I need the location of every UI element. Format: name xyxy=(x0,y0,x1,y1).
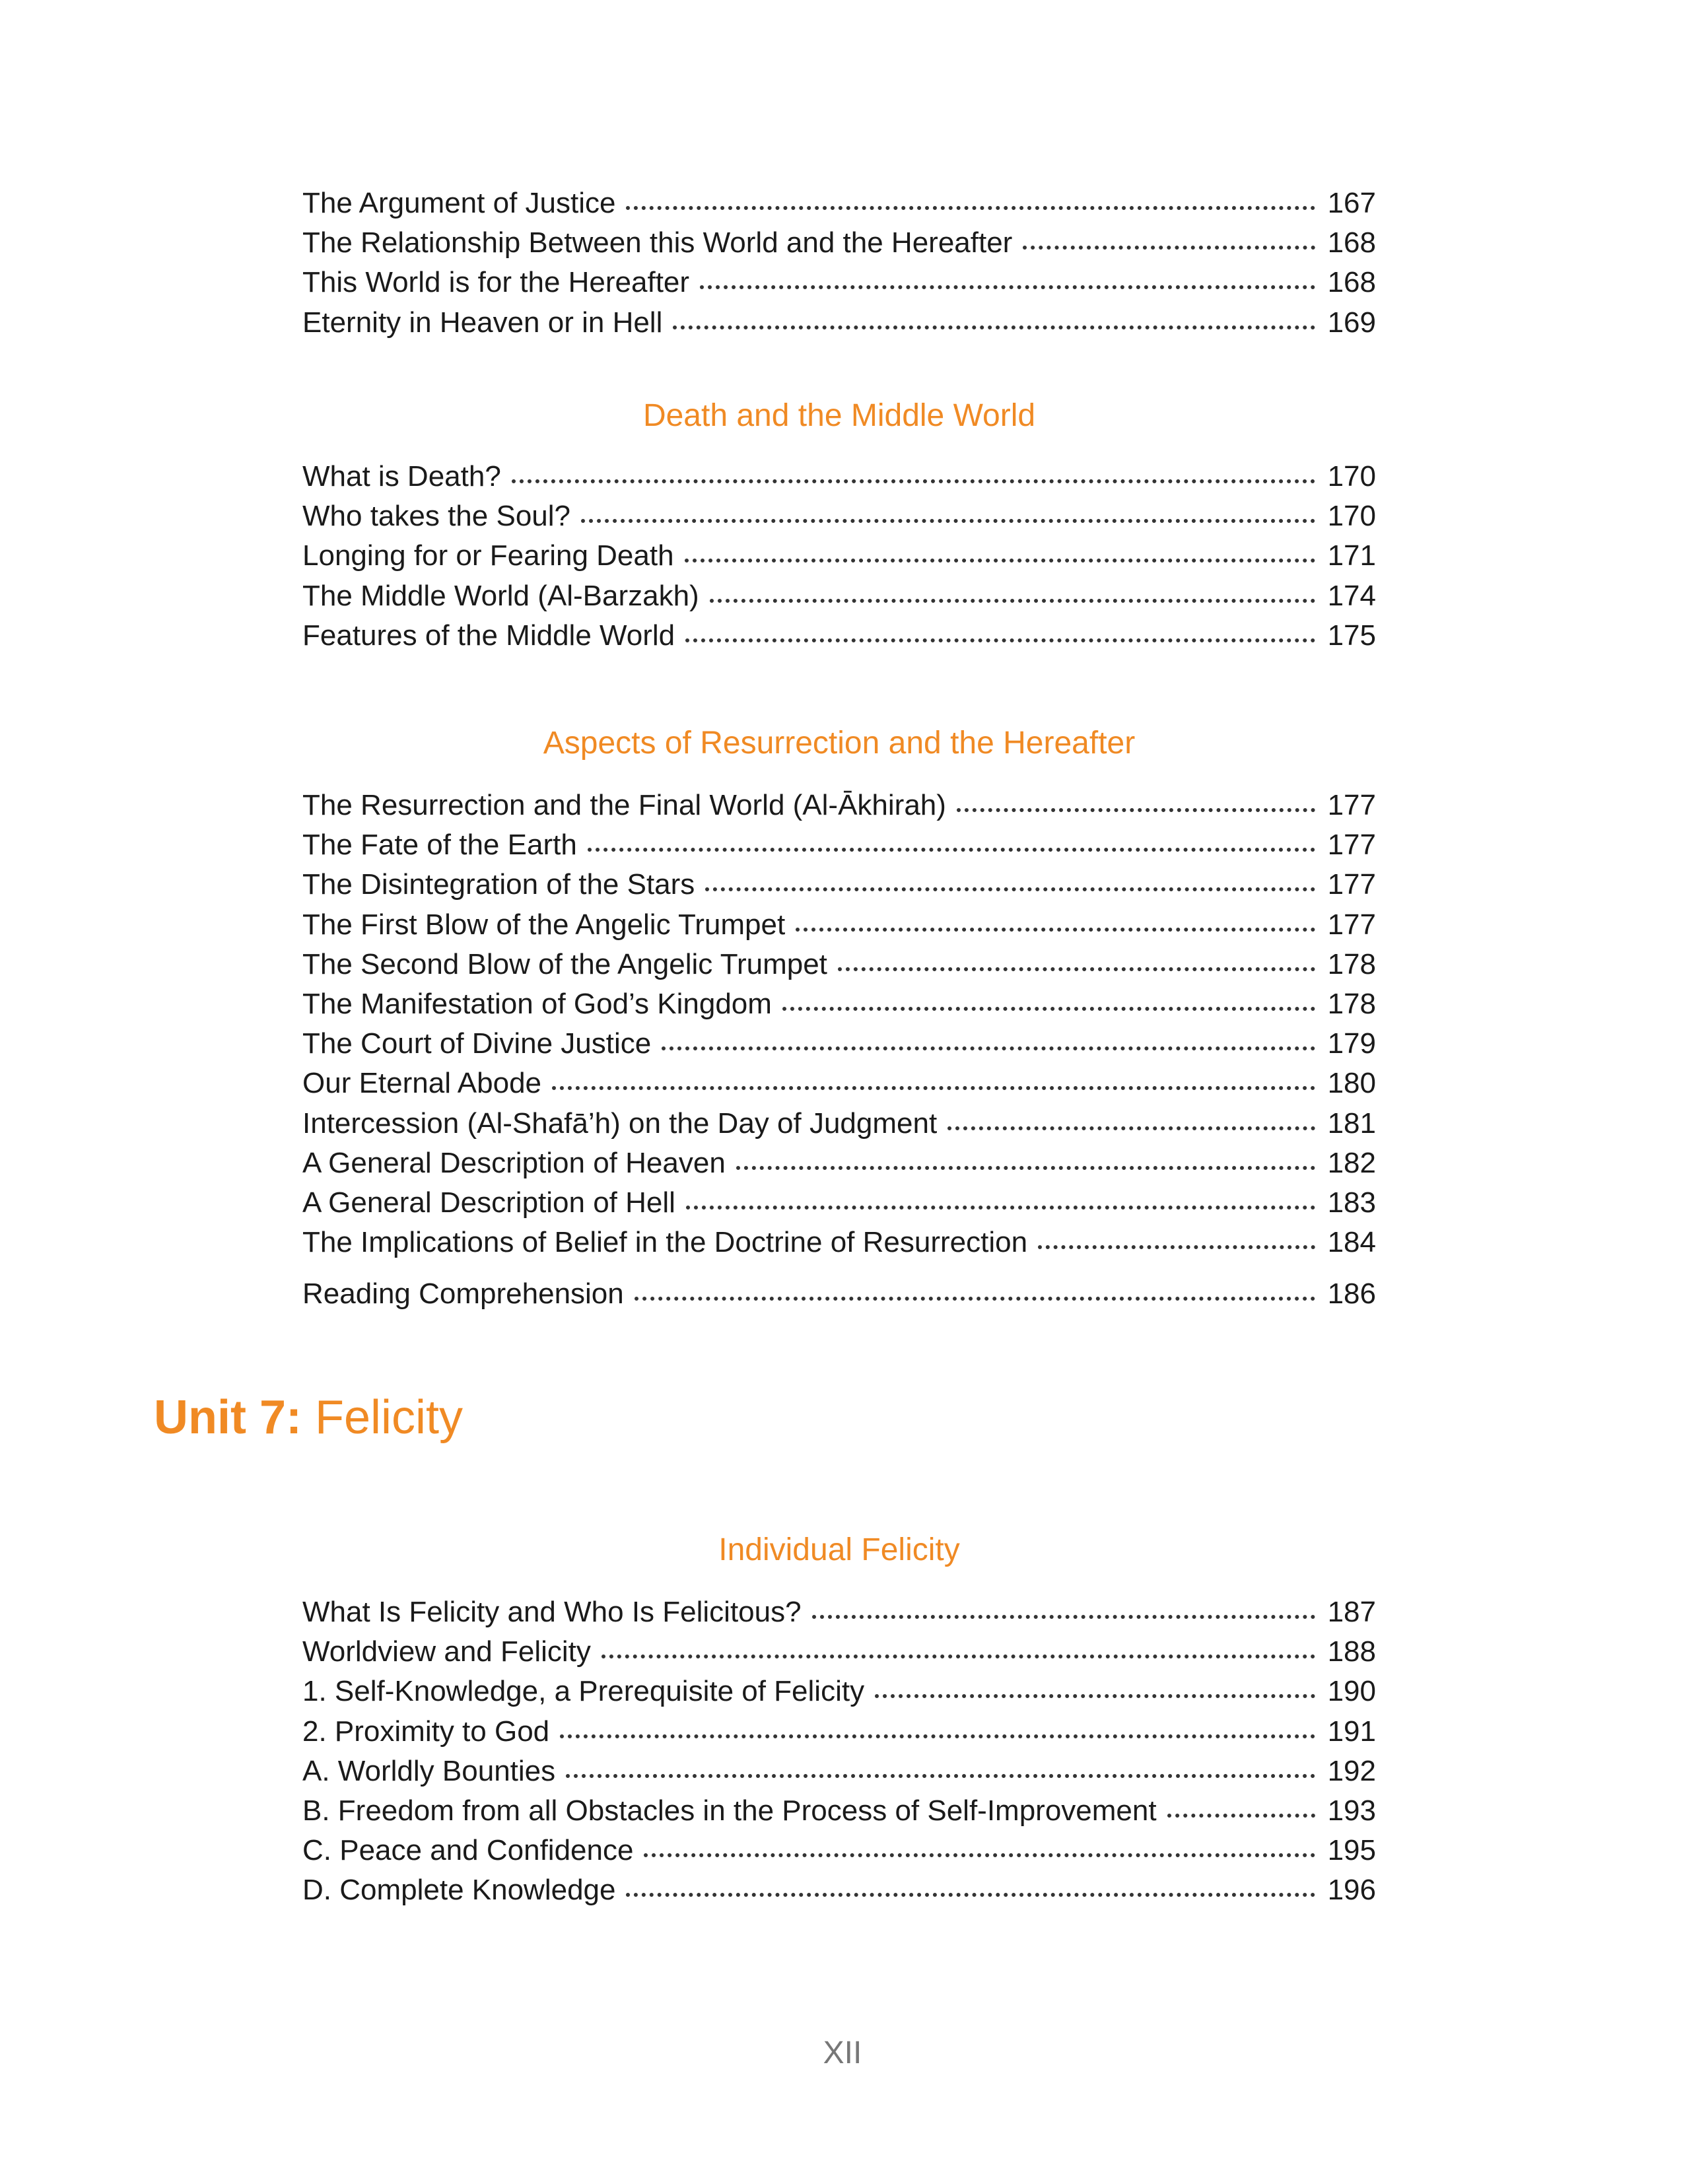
toc-entry-page: 168 xyxy=(1327,266,1376,299)
dot-leader xyxy=(838,967,1315,971)
toc-block-0 xyxy=(302,184,1376,343)
toc-entry-page: 171 xyxy=(1327,539,1376,572)
toc-entry-title: The Manifestation of God’s Kingdom xyxy=(302,987,772,1020)
toc-entry[interactable] xyxy=(302,865,1376,904)
toc-entry-title: A General Description of Heaven xyxy=(302,1146,726,1179)
toc-entry[interactable] xyxy=(302,1672,1376,1711)
toc-entry-page: 167 xyxy=(1327,187,1376,219)
toc-entry-title: Intercession (Al-Shafā’h) on the Day of Judgment xyxy=(302,1107,938,1140)
toc-entry-page: 192 xyxy=(1327,1754,1376,1787)
toc-entry-page: 175 xyxy=(1327,619,1376,652)
toc-entry-page: 188 xyxy=(1327,1635,1376,1668)
dot-leader xyxy=(957,808,1315,812)
toc-entry-title: The Relationship Between this World and the Hereafter xyxy=(302,226,1013,259)
dot-leader xyxy=(705,887,1315,891)
toc-entry[interactable] xyxy=(302,616,1376,656)
section-heading: Death and the Middle World xyxy=(642,398,1036,433)
toc-entry[interactable] xyxy=(302,786,1376,825)
dot-leader xyxy=(685,638,1315,642)
toc-entry[interactable] xyxy=(302,1870,1376,1910)
toc-entry-page: 177 xyxy=(1327,908,1376,941)
dot-leader xyxy=(875,1694,1315,1698)
toc-entry[interactable] xyxy=(302,184,1376,223)
toc-entry[interactable] xyxy=(302,1632,1376,1672)
toc-entry[interactable] xyxy=(302,825,1376,865)
toc-entry-title: 2. Proximity to God xyxy=(302,1715,550,1748)
toc-entry-title: The Fate of the Earth xyxy=(302,829,577,862)
dot-leader xyxy=(782,1007,1315,1011)
toc-entry[interactable] xyxy=(302,1143,1376,1183)
toc-entry-title: Reading Comprehension xyxy=(302,1278,624,1310)
unit-heading xyxy=(154,1388,463,1447)
toc-block-4 xyxy=(302,1592,1376,1911)
toc-entry[interactable] xyxy=(302,457,1376,496)
dot-leader xyxy=(566,1774,1315,1778)
dot-leader xyxy=(1038,1245,1315,1249)
dot-leader xyxy=(588,848,1315,852)
toc-entry-title: The First Blow of the Angelic Trumpet xyxy=(302,908,786,941)
dot-leader xyxy=(736,1166,1315,1170)
toc-entry-page: 181 xyxy=(1327,1107,1376,1140)
toc-entry-title: 1. Self-Knowledge, a Prerequisite of Felicity xyxy=(302,1675,865,1708)
dot-leader xyxy=(947,1126,1315,1130)
toc-entry-page: 178 xyxy=(1327,947,1376,980)
toc-entry-page: 177 xyxy=(1327,789,1376,821)
toc-entry-page: 182 xyxy=(1327,1146,1376,1179)
toc-entry-title: The Resurrection and the Final World (Al-Ākhirah) xyxy=(302,789,946,821)
toc-entry[interactable] xyxy=(302,536,1376,576)
toc-entry[interactable] xyxy=(302,984,1376,1024)
dot-leader xyxy=(1167,1814,1315,1818)
toc-block-3 xyxy=(302,1274,1376,1314)
dot-leader xyxy=(662,1046,1315,1050)
toc-block-1 xyxy=(302,457,1376,656)
toc-entry[interactable] xyxy=(302,263,1376,302)
toc-entry-page: 190 xyxy=(1327,1675,1376,1708)
toc-entry-title: What Is Felicity and Who Is Felicitous? xyxy=(302,1596,802,1628)
toc-entry[interactable] xyxy=(302,1752,1376,1791)
dot-leader xyxy=(673,325,1315,329)
dot-leader xyxy=(1023,246,1315,250)
toc-entry-page: 179 xyxy=(1327,1027,1376,1060)
toc-entry[interactable] xyxy=(302,496,1376,536)
toc-entry-page: 183 xyxy=(1327,1186,1376,1219)
toc-entry-page: 195 xyxy=(1327,1834,1376,1867)
dot-leader xyxy=(812,1615,1315,1619)
toc-entry-title: Eternity in Heaven or in Hell xyxy=(302,306,663,339)
toc-entry-page: 177 xyxy=(1327,829,1376,862)
dot-leader xyxy=(512,479,1315,483)
toc-entry[interactable] xyxy=(302,945,1376,984)
toc-entry-title: A. Worldly Bounties xyxy=(302,1754,556,1787)
section-heading: Individual Felicity xyxy=(718,1532,960,1567)
toc-entry[interactable] xyxy=(302,1712,1376,1752)
toc-entry[interactable] xyxy=(302,576,1376,616)
toc-entry[interactable] xyxy=(302,905,1376,945)
toc-entry-title: B. Freedom from all Obstacles in the Process of Self-Improvement xyxy=(302,1794,1157,1827)
toc-entry-page: 178 xyxy=(1327,987,1376,1020)
toc-entry-title: Our Eternal Abode xyxy=(302,1067,542,1100)
toc-entry-title: Who takes the Soul? xyxy=(302,500,571,533)
toc-entry-title: The Middle World (Al-Barzakh) xyxy=(302,579,699,612)
toc-entry-page: 174 xyxy=(1327,579,1376,612)
toc-entry[interactable] xyxy=(302,1592,1376,1632)
dot-leader xyxy=(644,1853,1315,1857)
toc-entry-title: What is Death? xyxy=(302,460,501,493)
toc-entry[interactable] xyxy=(302,1064,1376,1103)
toc-entry-title: A General Description of Hell xyxy=(302,1186,675,1219)
toc-entry-page: 170 xyxy=(1327,460,1376,493)
toc-entry-title: The Disintegration of the Stars xyxy=(302,868,695,901)
toc-entry-page: 180 xyxy=(1327,1067,1376,1100)
page-number: XII xyxy=(823,2035,862,2070)
dot-leader xyxy=(700,285,1315,289)
dot-leader xyxy=(602,1655,1315,1658)
toc-entry-title: The Argument of Justice xyxy=(302,187,616,219)
unit-name: Felicity xyxy=(315,1391,464,1444)
toc-entry-page: 193 xyxy=(1327,1794,1376,1827)
toc-entry-title: The Implications of Belief in the Doctrine of Resurrection xyxy=(302,1226,1028,1259)
toc-entry[interactable] xyxy=(302,303,1376,343)
toc-entry-page: 191 xyxy=(1327,1715,1376,1748)
dot-leader xyxy=(710,599,1315,603)
toc-entry-page: 184 xyxy=(1327,1226,1376,1259)
dot-leader xyxy=(686,1206,1315,1210)
toc-entry-page: 196 xyxy=(1327,1874,1376,1907)
dot-leader xyxy=(560,1734,1315,1738)
toc-entry[interactable] xyxy=(302,1223,1376,1262)
toc-entry[interactable] xyxy=(302,1831,1376,1870)
dot-leader xyxy=(626,206,1315,210)
dot-leader xyxy=(626,1893,1315,1897)
section-heading: Aspects of Resurrection and the Hereafter xyxy=(543,726,1136,761)
toc-entry-title: Features of the Middle World xyxy=(302,619,675,652)
toc-entry-title: Longing for or Fearing Death xyxy=(302,539,674,572)
dot-leader xyxy=(552,1086,1315,1090)
toc-entry-title: This World is for the Hereafter xyxy=(302,266,690,299)
dot-leader xyxy=(685,559,1315,563)
toc-entry-page: 177 xyxy=(1327,868,1376,901)
toc-entry[interactable] xyxy=(302,223,1376,263)
dot-leader xyxy=(635,1297,1315,1301)
toc-entry[interactable] xyxy=(302,1791,1376,1831)
toc-entry[interactable] xyxy=(302,1024,1376,1064)
toc-entry-title: The Court of Divine Justice xyxy=(302,1027,652,1060)
toc-entry-title: D. Complete Knowledge xyxy=(302,1874,616,1907)
toc-entry-page: 170 xyxy=(1327,500,1376,533)
toc-entry-page: 169 xyxy=(1327,306,1376,339)
toc-entry[interactable] xyxy=(302,1183,1376,1223)
toc-block-2 xyxy=(302,786,1376,1262)
toc-entry[interactable] xyxy=(302,1104,1376,1143)
dot-leader xyxy=(796,928,1315,932)
toc-entry-title: The Second Blow of the Angelic Trumpet xyxy=(302,947,827,980)
toc-entry-page: 187 xyxy=(1327,1596,1376,1628)
toc-entry-title: C. Peace and Confidence xyxy=(302,1834,634,1867)
dot-leader xyxy=(581,519,1315,523)
toc-entry-page: 168 xyxy=(1327,226,1376,259)
toc-entry[interactable] xyxy=(302,1274,1376,1314)
unit-label: Unit 7: xyxy=(154,1391,302,1444)
toc-entry-page: 186 xyxy=(1327,1278,1376,1310)
toc-entry-title: Worldview and Felicity xyxy=(302,1635,591,1668)
